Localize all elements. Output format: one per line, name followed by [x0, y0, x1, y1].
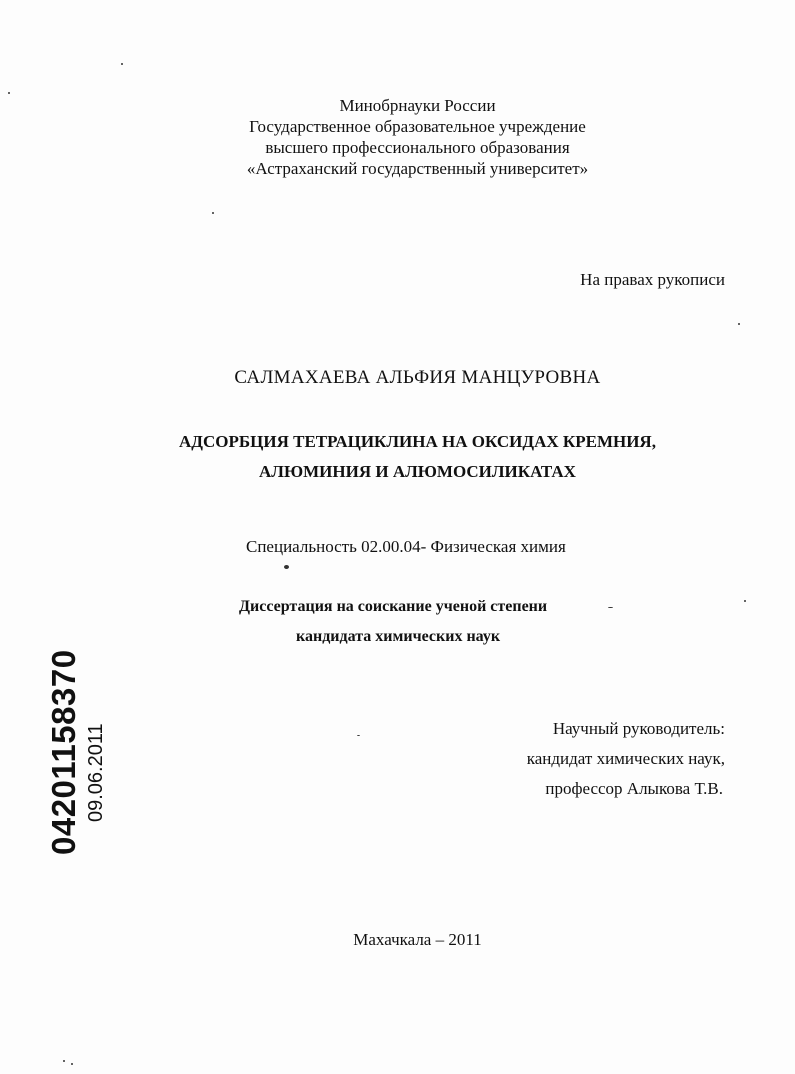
ministry-line: Минобрнауки России	[339, 96, 496, 115]
title-line-2: АЛЮМИНИЯ И АЛЮМОСИЛИКАТАХ	[259, 462, 576, 481]
supervisor-degree: кандидат химических наук,	[526, 749, 725, 768]
stamp-date-text: 09.06.2011	[85, 723, 107, 822]
degree-line-2: кандидата химических наук	[296, 628, 501, 645]
scan-speck	[8, 92, 10, 94]
library-stamp-date	[84, 723, 108, 822]
scan-speck	[212, 212, 214, 214]
stamp-number-text: 04201158370	[45, 649, 82, 855]
institution-type-line: Государственное образовательное учреждение	[249, 117, 586, 136]
scan-speck	[121, 63, 123, 65]
library-stamp-number	[45, 649, 83, 855]
supervisor-label: Научный руководитель:	[552, 719, 725, 738]
scan-speck	[744, 600, 746, 602]
title-line-1: АДСОРБЦИЯ ТЕТРАЦИКЛИНА НА ОКСИДАХ КРЕМНИЯ,	[179, 432, 656, 451]
place-year: Махачкала – 2011	[353, 930, 482, 949]
scan-speck	[738, 323, 740, 325]
education-level-line: высшего профессионального образования	[265, 138, 570, 157]
degree-line-1: Диссертация на соискание ученой степени	[239, 598, 548, 615]
scan-speck	[71, 1063, 73, 1065]
scan-speck	[608, 607, 613, 608]
scan-speck	[357, 735, 360, 736]
author-name: САЛМАХАЕВА АЛЬФИЯ МАНЦУРОВНА	[234, 367, 601, 388]
university-line: «Астраханский государственный университет»	[246, 159, 589, 178]
specialty-line: Специальность 02.00.04- Физическая химия	[246, 537, 566, 556]
manuscript-note: На правах рукописи	[580, 270, 725, 289]
supervisor-name: профессор Алыкова Т.В.	[545, 779, 723, 798]
scan-speck	[284, 565, 289, 569]
scan-speck	[63, 1060, 65, 1062]
